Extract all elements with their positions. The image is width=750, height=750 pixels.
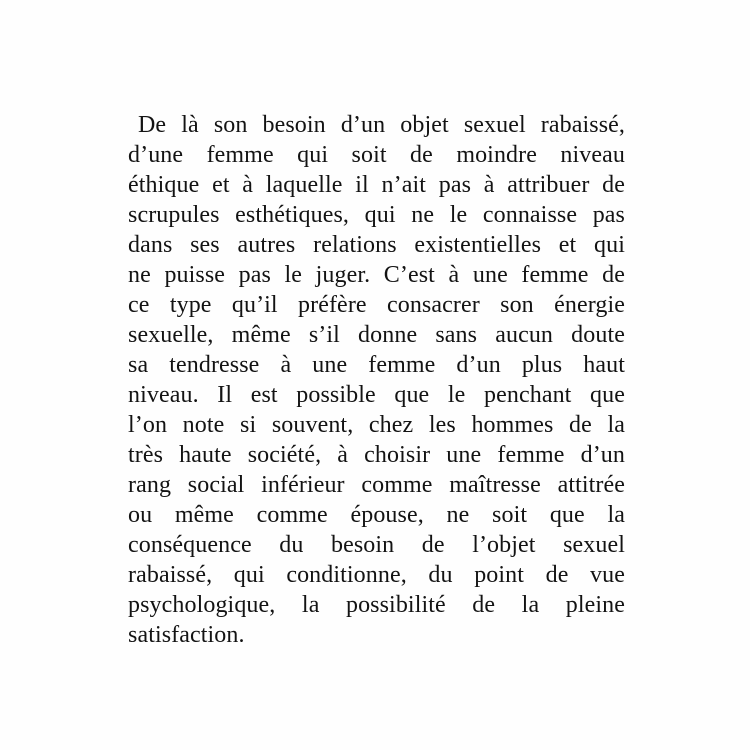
text-line-14: ou même comme épouse, ne soit que la bbox=[128, 502, 625, 528]
text-line-13: rang social inférieur comme maîtresse attitrée bbox=[128, 472, 625, 498]
text-line-18: satisfaction. bbox=[128, 622, 245, 648]
text-line-10: niveau. Il est possible que le penchant que bbox=[128, 382, 625, 408]
text-line-16: rabaissé, qui conditionne, du point de vue bbox=[128, 562, 625, 588]
text-line-4: scrupules esthétiques, qui ne le connaisse pas bbox=[128, 202, 625, 228]
text-line-1: De là son besoin d’un objet sexuel rabaissé, bbox=[138, 112, 625, 138]
paragraph bbox=[128, 110, 625, 650]
text-line-6: ne puisse pas le juger. C’est à une femme de bbox=[128, 262, 625, 288]
text-line-9: sa tendresse à une femme d’un plus haut bbox=[128, 352, 625, 378]
text-line-2: d’une femme qui soit de moindre niveau bbox=[128, 142, 625, 168]
text-line-8: sexuelle, même s’il donne sans aucun doute bbox=[128, 322, 625, 348]
text-line-3: éthique et à laquelle il n’ait pas à attribuer de bbox=[128, 172, 625, 198]
text-line-5: dans ses autres relations existentielles et qui bbox=[128, 232, 625, 258]
text-line-7: ce type qu’il préfère consacrer son énergie bbox=[128, 292, 625, 318]
text-line-17: psychologique, la possibilité de la pleine bbox=[128, 592, 625, 618]
text-line-12: très haute société, à choisir une femme d’un bbox=[128, 442, 625, 468]
text-line-11: l’on note si souvent, chez les hommes de la bbox=[128, 412, 625, 438]
text-line-15: conséquence du besoin de l’objet sexuel bbox=[128, 532, 625, 558]
